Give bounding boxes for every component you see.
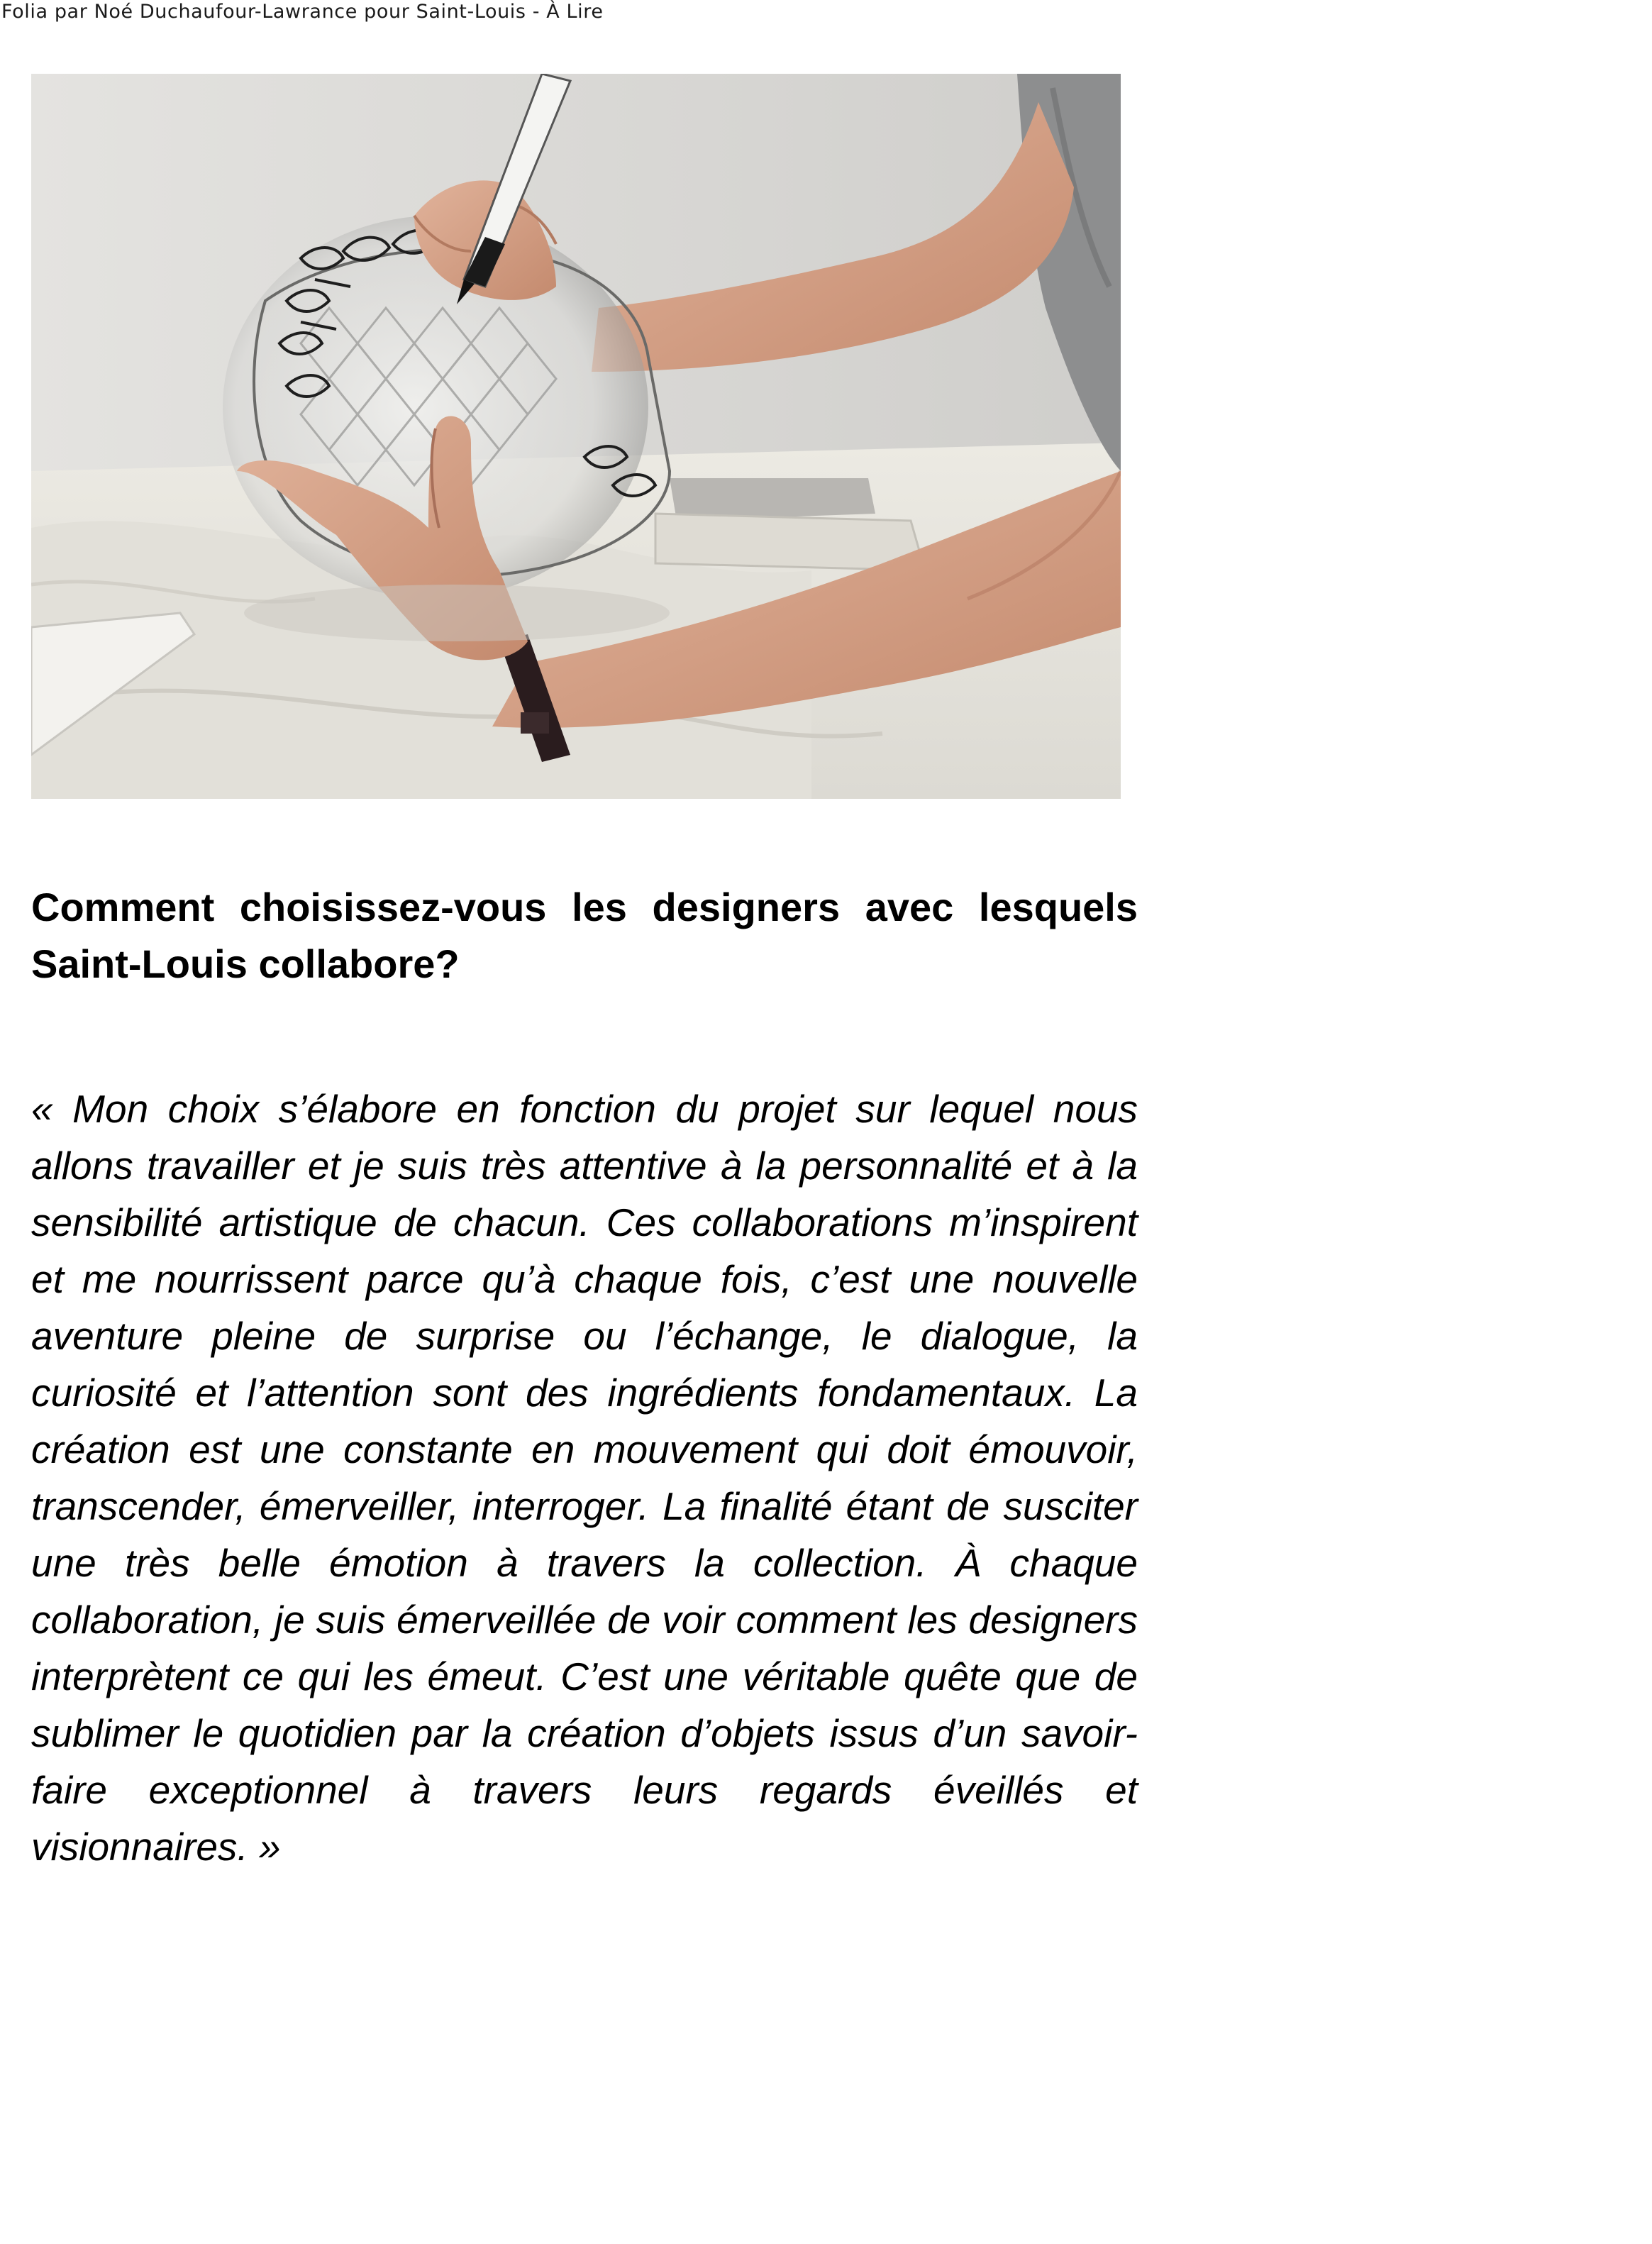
window-title: Folia par Noé Duchaufour-Lawrance pour Saint-Louis - À Lire (1, 1, 604, 23)
article-photo (31, 74, 1121, 799)
interview-question: Comment choisissez-vous les designers avec lesquels Saint-Louis collabore? (31, 885, 1138, 986)
interview-answer: « Mon choix s’élabore en fonction du projet sur lequel nous allons travailler et je suis très attentive à la personnalité et à la sensibilité artistique de chacun. Ces collaborations m’inspirent et me nourrissent parce qu’à chaque fois, c’est une nouvelle aventure pleine de surprise ou l’échange, le dialogue, la curiosité et l’attention sont des ingrédients fondamentaux. La création est une constante en mouvement qui doit émouvoir, transcender, émerveiller, interroger. La finalité étant de susciter une très belle émotion à travers la collection. À chaque collaboration, je suis émerveillée de voir comment les designers interprètent ce qui les émeut. C’est une véritable quête que de sublimer le quotidien par la création d’objets issus d’un savoir-faire exceptionnel à travers leurs regards éveillés et visionnaires. » (31, 1087, 1138, 1869)
